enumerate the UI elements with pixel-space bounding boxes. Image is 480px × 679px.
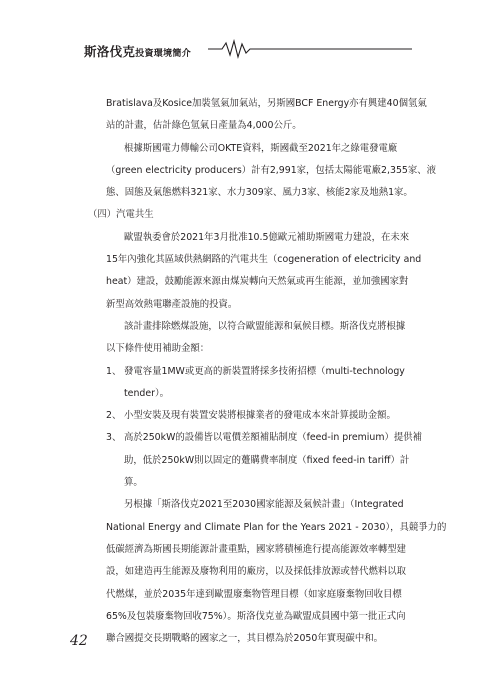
list-item-line	[106, 361, 412, 383]
list-item-line	[106, 472, 412, 494]
list-item-number: 1、	[106, 365, 122, 377]
paragraph-line: 以下條件使用補助金額：	[106, 343, 210, 355]
paragraph-line: 設，如建造再生能源及廢物利用的廠房，以及採低排放源或替代燃料以取	[106, 566, 407, 578]
page-number: 42	[70, 633, 88, 649]
body-text	[88, 93, 447, 650]
list-item-line	[106, 427, 422, 449]
list-item-text: 高於250kW的設備皆以電價差額補貼制度（feed-in premium）提供補	[124, 432, 422, 444]
paragraph-line: 歐盟執委會於2021年3月批准10.5億歐元補助斯國電力建設，在未來	[124, 231, 410, 243]
list-item-number: 2、	[106, 410, 122, 422]
list-item-text: tender）。	[124, 387, 170, 399]
paragraph-line: Bratislava及Kosice加裝氫氣加氣站，另斯國BCF Energy亦有興建40個氫氣	[106, 98, 427, 109]
list-item-text: 助，低於250kW則以固定的躉購費率制度（fixed feed-in tariff）計	[124, 454, 410, 466]
paragraph-line: 該計畫排除燃煤設施，以符合歐盟能源和氣候目標。斯洛伐克將根據	[124, 320, 406, 332]
list-item-text: 發電容量1MW或更高的新裝置將採多技術招標（multi-technology	[124, 365, 405, 377]
paragraph-line: 態、固態及氣態燃料321家、水力309家、風力3家、核能2家及地熱1家。	[106, 187, 413, 199]
list-item-text: 小型安裝及現有裝置安裝將根據業者的發電成本來計算援助金額。	[124, 410, 396, 422]
paragraph-line: National Energy and Climate Plan for the Years 2021 - 2030），具競爭力的	[106, 521, 447, 533]
paragraph-line: 代燃煤，並於2035年達到歐盟廢棄物管理目標（如家庭廢棄物回收目標	[106, 588, 402, 600]
header-title-main: 斯洛伐克	[84, 44, 136, 59]
paragraph-line: 65%及包裝廢棄物回收75%）。斯洛伐克並為歐盟成員國中第一批正式向	[106, 610, 406, 622]
section-heading: （四）汽電共生	[88, 209, 154, 221]
header-title-sub: 投資環境簡介	[135, 49, 192, 59]
paragraph-line: 根據斯國電力傳輸公司OKTE資料，斯國截至2021年之綠電發電廠	[124, 142, 398, 154]
list-item-text: 算。	[124, 477, 143, 489]
paragraph-line: 15年內強化其區域供熱網路的汽電共生（cogeneration of electricity and	[106, 254, 422, 266]
paragraph-line: heat）建設，鼓勵能源來源由煤炭轉向天然氣或再生能源，並加強國家對	[106, 276, 409, 288]
paragraph-line: 新型高效熱電聯產設施的投資。	[106, 298, 238, 310]
pulse-line-decoration	[208, 38, 412, 60]
list-item-line	[106, 405, 412, 427]
list-item-line	[106, 383, 412, 405]
list-item-number: 3、	[106, 432, 122, 444]
paragraph-line: 另根據「斯洛伐克2021至2030國家能源及氣候計畫」（Integrated	[124, 499, 404, 511]
paragraph-line: 站的計畫，估計綠色氫氣日產量為4,000公斤。	[106, 120, 302, 132]
paragraph-line: 聯合國提交長期戰略的國家之一，其目標為於2050年實現碳中和。	[106, 633, 383, 645]
paragraph-line: （green electricity producers）計有2,991家，包括太陽能電廠2,355家、液	[106, 164, 437, 176]
running-header-title	[84, 42, 191, 60]
list-item-line	[106, 450, 412, 472]
paragraph-line: 低碳經濟為斯國長期能源計畫重點，國家將積極進行提高能源效率轉型建	[106, 543, 407, 555]
running-header	[84, 38, 412, 60]
